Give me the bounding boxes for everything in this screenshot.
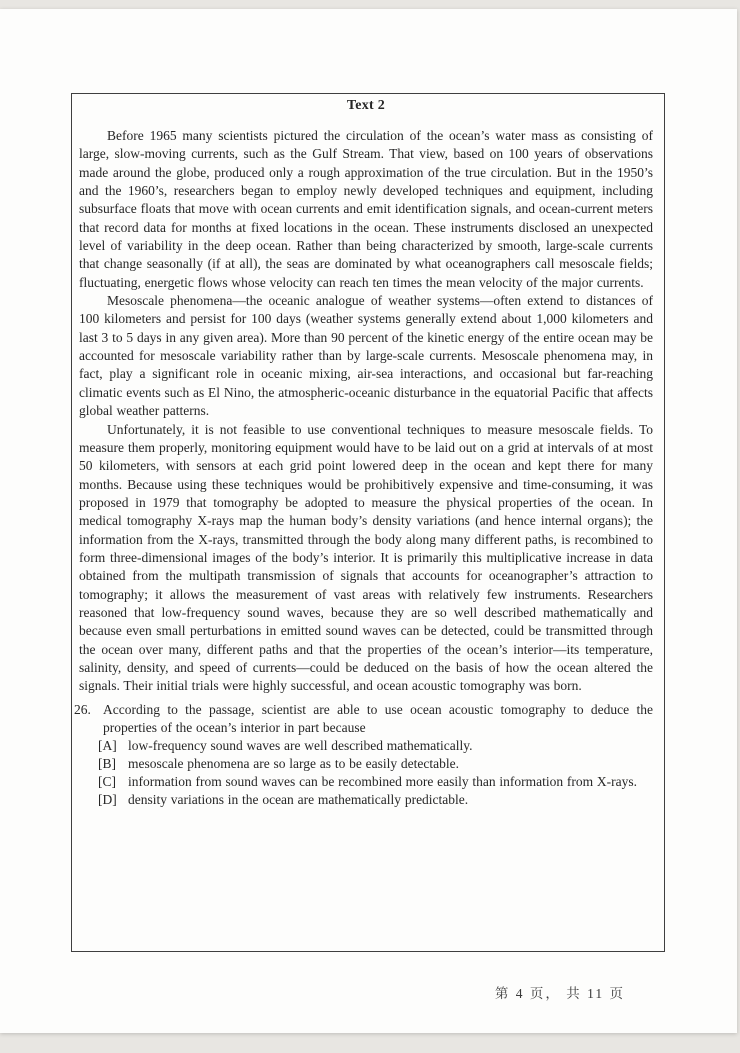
option-d-text: density variations in the ocean are mathematically predictable. — [128, 792, 469, 808]
passage-title: Text 2 — [346, 98, 386, 113]
question-text: According to the passage, scientist are able to use ocean acoustic tomography to deduce the properties of the ocean’s interior in part because — [103, 701, 653, 735]
option-d — [98, 791, 653, 809]
passage-paragraph-3: Unfortunately, it is not feasible to use conventional techniques to measure mesoscale fields. To measure them properly, monitoring equipment would have to be laid out on a grid at intervals of at most 50 kilometers, with sensors at each grid point lowered deep in the ocean and kept there for many months. Because using these techniques would be prohibitively expensive and time-consuming, it was proposed in 1979 that tomography be adopted to measure the physical properties of the ocean. In medical tomography X-rays map the human body’s density variations (and hence internal organs); the information from the X-rays, transmitted through the body along many different paths, is recombined to form three-dimensional images of the body’s interior. It is primarily this multiplicative increase in data obtained from the multipath transmission of signals that accounts for oceanographer’s attraction to tomography; it allows the measurement of vast areas with relatively few instruments. Researchers reasoned that low-frequency sound waves, because they are so well described mathematically and because even small perturbations in emitted sound waves can be detected, could be transmitted through the ocean over many, different paths and that the properties of the ocean’s interior—its temperature, salinity, density, and speed of currents—could be deduced on the basis of how the ocean altered the signals. Their initial trials were highly successful, and ocean acoustic tomography was born. — [79, 421, 653, 694]
option-c-label: [C] — [98, 774, 116, 790]
document-page — [0, 9, 737, 1033]
option-b-label: [B] — [98, 756, 116, 772]
passage-paragraph-1: Before 1965 many scientists pictured the circulation of the ocean’s water mass as consisting of large, slow-moving currents, such as the Gulf Stream. That view, based on 100 years of observations made around the globe, produced only a rough approximation of the true circulation. But in the 1950’s and the 1960’s, researchers began to employ newly developed techniques and equipment, including subsurface floats that move with ocean currents and emit identification signals, and ocean-current meters that record data for months at fixed locations in the ocean. These instruments disclosed an unexpected level of variability in the deep ocean. Rather than being characterized by smooth, large-scale currents that change seasonally (if at all), the seas are dominated by what oceanographers call mesoscale fields; fluctuating, energetic flows whose velocity can reach ten times the mean velocity of the major currents. — [79, 128, 653, 290]
passage-paragraph-2: Mesoscale phenomena—the oceanic analogue of weather systems—often extend to distances of 100 kilometers and persist for 100 days (weather systems generally extend about 1,000 kilometers and last 3 to 5 days in any given area). More than 90 percent of the kinetic energy of the entire ocean may be accounted for mesoscale variability rather than by large-scale currents. Mesoscale phenomena may, in fact, play a significant role in oceanic mixing, air-sea interactions, and occasional but far-reaching climatic events such as El Nino, the atmospheric-oceanic disturbance in the equatorial Pacific that affects global weather patterns. — [79, 293, 654, 419]
option-b-text: mesoscale phenomena are so large as to be easily detectable. — [128, 756, 459, 772]
reading-passage-box — [71, 93, 665, 952]
option-c-text: information from sound waves can be recombined more easily than information from X-rays. — [128, 774, 638, 790]
option-c — [98, 773, 653, 791]
page-number-footer: 第 4 页， 共 11 页 — [494, 986, 625, 1001]
question-number: 26. — [74, 701, 91, 717]
option-b — [98, 755, 653, 773]
question-26 — [74, 701, 653, 810]
option-a-text: low-frequency sound waves are well described mathematically. — [128, 738, 473, 754]
option-d-label: [D] — [98, 792, 117, 808]
option-a-label: [A] — [98, 738, 117, 754]
option-a — [98, 737, 653, 755]
